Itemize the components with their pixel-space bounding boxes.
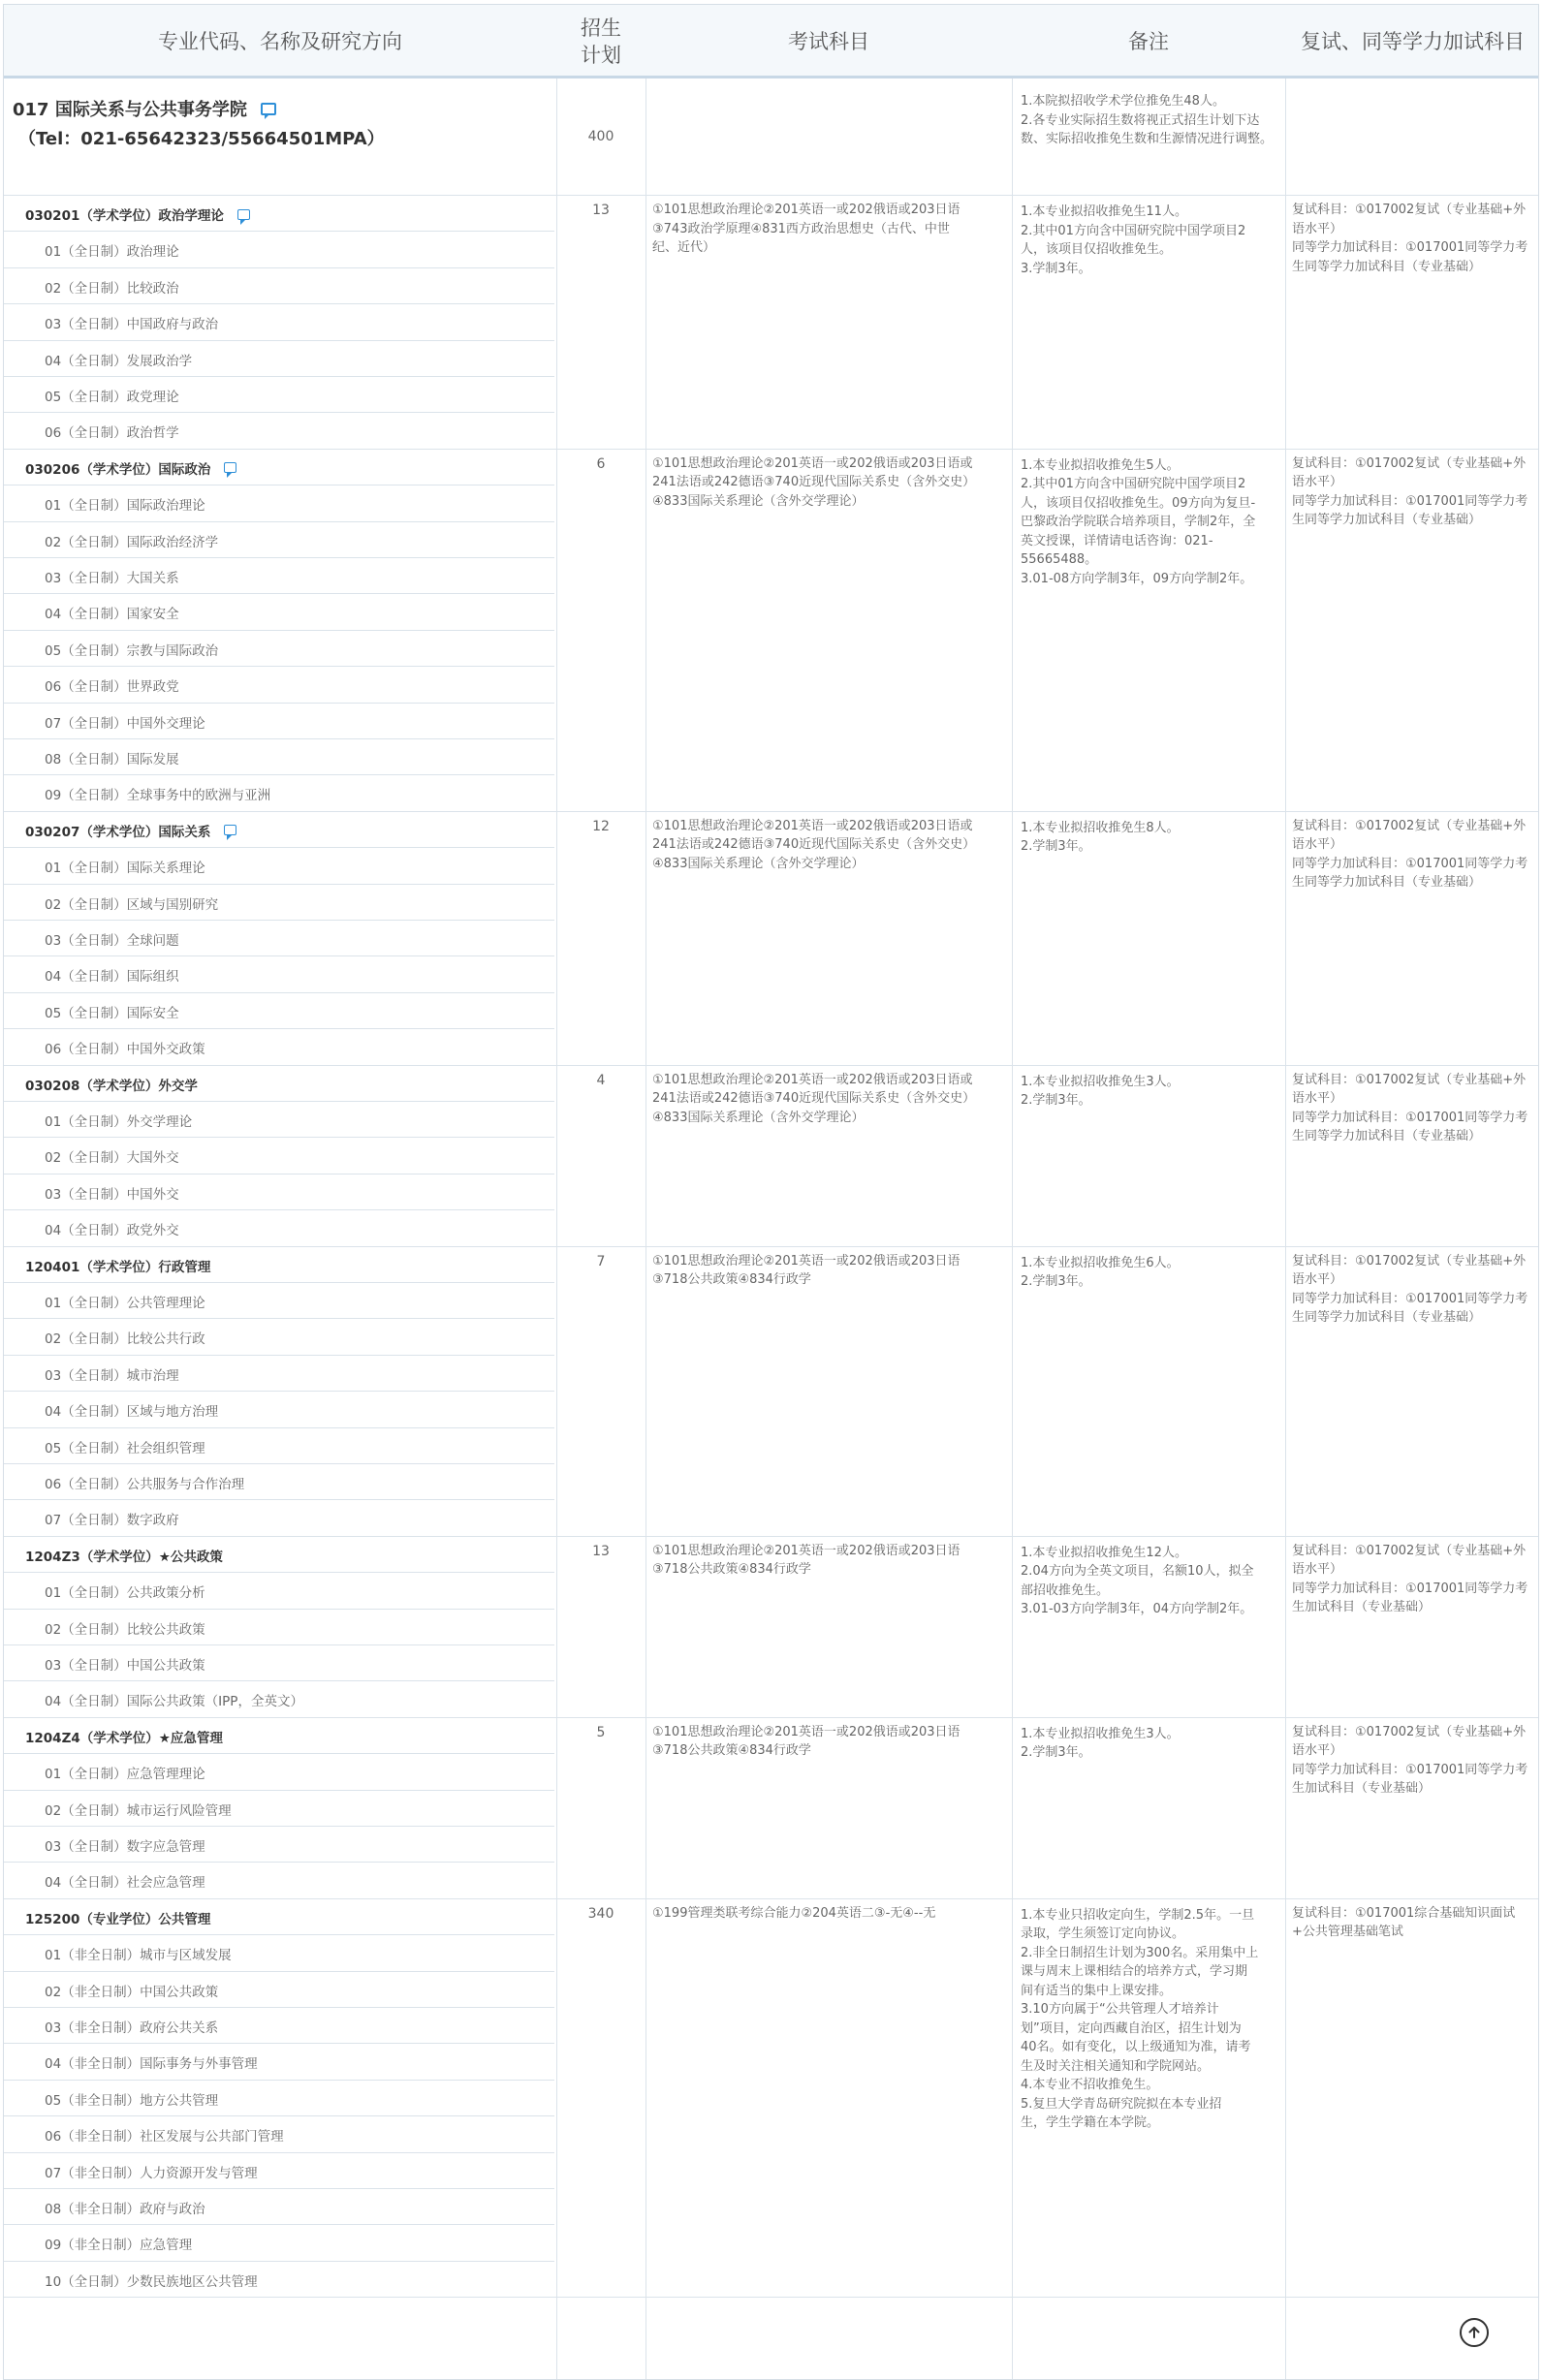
row-divider bbox=[4, 1609, 554, 1610]
direction-item: 07（全日制）数字政府 bbox=[45, 1513, 179, 1529]
row-divider bbox=[4, 1065, 1539, 1066]
plan-count: 6 bbox=[596, 455, 606, 472]
row-divider bbox=[4, 1391, 554, 1392]
exam-subjects: ①101思想政治理论②201英语一或202俄语或203日语 ③718公共政策④834行政学 bbox=[652, 1543, 960, 1578]
row-divider bbox=[4, 1463, 554, 1464]
direction-item: 02（全日制）区域与国别研究 bbox=[45, 896, 219, 913]
row-divider bbox=[4, 340, 554, 341]
row-divider bbox=[4, 1282, 554, 1283]
retest-subjects: 复试科目：①017001综合基础知识面试 +公共管理基础笔试 bbox=[1292, 1905, 1516, 1940]
remark-text: 1.本专业拟招收推免生6人。 2.学制3年。 bbox=[1021, 1255, 1180, 1290]
direction-item: 05（非全日制）地方公共管理 bbox=[45, 2092, 219, 2109]
row-divider bbox=[4, 920, 554, 921]
row-divider bbox=[4, 1209, 554, 1210]
row-divider bbox=[4, 1826, 554, 1827]
row-divider bbox=[4, 666, 554, 667]
direction-item: 05（全日制）社会组织管理 bbox=[45, 1440, 205, 1456]
row-divider bbox=[4, 1028, 554, 1029]
header-major: 专业代码、名称及研究方向 bbox=[158, 30, 402, 53]
major-title: 030201（学术学位）政治学理论 bbox=[25, 208, 224, 224]
direction-item: 04（非全日制）国际事务与外事管理 bbox=[45, 2056, 258, 2073]
direction-item: 04（全日制）国家安全 bbox=[45, 607, 179, 623]
row-divider bbox=[4, 630, 554, 631]
row-divider bbox=[4, 2115, 554, 2116]
school-plan: 400 bbox=[587, 129, 614, 144]
plan-count: 13 bbox=[592, 203, 610, 218]
arrow-up-circle-icon bbox=[1466, 2325, 1482, 2340]
retest-subjects: 复试科目：①017002复试（专业基础+外 语水平） 同等学力加试科目：①017001同等学力考 生同等学力加试科目（专业基础） bbox=[1292, 1072, 1528, 1144]
row-divider bbox=[4, 1644, 554, 1645]
message-icon[interactable] bbox=[224, 462, 236, 473]
direction-item: 03（全日制）中国政府与政治 bbox=[45, 317, 219, 333]
exam-subjects: ①101思想政治理论②201英语一或202俄语或203日语 ③718公共政策④834行政学 bbox=[652, 1724, 960, 1759]
direction-item: 06（全日制）世界政党 bbox=[45, 679, 179, 696]
row-divider bbox=[4, 449, 1539, 450]
direction-item: 05（全日制）政党理论 bbox=[45, 390, 179, 405]
exam-subjects: ①199管理类联考综合能力②204英语二③-无④--无 bbox=[652, 1905, 936, 1921]
direction-item: 03（非全日制）政府公共关系 bbox=[45, 2020, 219, 2036]
retest-subjects: 复试科目：①017002复试（专业基础+外 语水平） 同等学力加试科目：①017001同等学力考 生同等学力加试科目（专业基础） bbox=[1292, 203, 1528, 274]
row-divider bbox=[4, 992, 554, 993]
direction-item: 06（非全日制）社区发展与公共部门管理 bbox=[45, 2129, 284, 2145]
row-divider bbox=[4, 2261, 554, 2262]
row-divider bbox=[4, 195, 1539, 196]
exam-subjects: ①101思想政治理论②201英语一或202俄语或203日语或 241法语或242德语③740近现代国际关系史（含外交史） ④833国际关系理论（含外交学理论） bbox=[652, 1072, 976, 1125]
exam-subjects: ①101思想政治理论②201英语一或202俄语或203日语 ③718公共政策④834行政学 bbox=[652, 1253, 960, 1288]
remark-text: 1.本专业拟招收推免生8人。 2.学制3年。 bbox=[1021, 820, 1180, 855]
row-divider bbox=[4, 521, 554, 522]
major-title: 125200（专业学位）公共管理 bbox=[25, 1911, 211, 1927]
message-icon[interactable] bbox=[237, 209, 250, 220]
direction-item: 02（全日制）比较公共政策 bbox=[45, 1621, 205, 1638]
plan-count: 4 bbox=[596, 1072, 606, 1088]
header-remark: 备注 bbox=[1128, 30, 1169, 53]
direction-item: 07（非全日制）人力资源开发与管理 bbox=[45, 2165, 258, 2181]
direction-item: 02（全日制）城市运行风险管理 bbox=[45, 1802, 232, 1819]
retest-subjects: 复试科目：①017002复试（专业基础+外 语水平） 同等学力加试科目：①017001同等学力考 生同等学力加试科目（专业基础） bbox=[1292, 1253, 1528, 1326]
row-divider bbox=[4, 2080, 554, 2081]
row-divider bbox=[4, 2152, 554, 2153]
row-divider bbox=[4, 303, 554, 304]
row-divider bbox=[4, 738, 554, 739]
row-divider bbox=[4, 412, 554, 413]
header-retest: 复试、同等学力加试科目 bbox=[1301, 30, 1525, 53]
direction-item: 02（非全日制）中国公共政策 bbox=[45, 1984, 219, 2000]
row-divider bbox=[4, 1934, 554, 1935]
direction-item: 01（全日制）国际关系理论 bbox=[45, 861, 205, 877]
major-title: 1204Z3（学术学位）★公共政策 bbox=[25, 1549, 223, 1565]
row-divider bbox=[4, 2224, 554, 2225]
row-divider bbox=[4, 2043, 554, 2044]
exam-subjects: ①101思想政治理论②201英语一或202俄语或203日语或 241法语或242德语③740近现代国际关系史（含外交史） ④833国际关系理论（含外交学理论） bbox=[652, 455, 976, 509]
row-divider bbox=[4, 1499, 554, 1500]
remark-text: 1.本专业拟招收推免生12人。 2.04方向为全英文项目，名额10人，拟全 部招收推免生。 3.01-03方向学制3年，04方向学制2年。 bbox=[1021, 1545, 1254, 1617]
major-title: 1204Z4（学术学位）★应急管理 bbox=[25, 1730, 223, 1746]
row-divider bbox=[4, 1137, 554, 1138]
row-divider bbox=[4, 1971, 554, 1972]
direction-item: 01（全日制）公共管理理论 bbox=[45, 1296, 205, 1311]
exam-subjects: ①101思想政治理论②201英语一或202俄语或203日语或 241法语或242德语③740近现代国际关系史（含外交史） ④833国际关系理论（含外交学理论） bbox=[652, 818, 976, 871]
direction-item: 03（全日制）全球问题 bbox=[45, 933, 179, 949]
plan-count: 13 bbox=[592, 1543, 610, 1559]
plan-count: 12 bbox=[592, 818, 610, 834]
direction-item: 04（全日制）区域与地方治理 bbox=[45, 1404, 219, 1421]
direction-item: 03（全日制）数字应急管理 bbox=[45, 1839, 205, 1855]
remark-text: 1.本专业拟招收推免生3人。 2.学制3年。 bbox=[1021, 1074, 1180, 1109]
school-remark: 1.本院拟招收学术学位推免生48人。 2.各专业实际招生数将视正式招生计划下达数、实际招收推免生数和生源情况进行调整。 bbox=[1021, 94, 1274, 146]
row-divider bbox=[4, 593, 554, 594]
direction-item: 05（全日制）国际安全 bbox=[45, 1005, 179, 1021]
column-divider bbox=[1012, 78, 1013, 2379]
direction-item: 01（全日制）应急管理理论 bbox=[45, 1767, 205, 1783]
direction-item: 01（全日制）政治理论 bbox=[45, 244, 179, 261]
row-divider bbox=[4, 557, 554, 558]
row-divider bbox=[4, 376, 554, 377]
school-tel: （Tel：021-65642323/55664501MPA） bbox=[18, 129, 385, 149]
direction-item: 02（全日制）大国外交 bbox=[45, 1150, 179, 1167]
direction-item: 04（全日制）国际公共政策（IPP，全英文） bbox=[45, 1694, 303, 1710]
direction-item: 01（全日制）外交学理论 bbox=[45, 1114, 193, 1130]
column-divider bbox=[556, 78, 557, 2379]
direction-item: 03（全日制）中国公共政策 bbox=[45, 1658, 205, 1674]
row-divider bbox=[4, 703, 554, 704]
row-divider bbox=[4, 2188, 554, 2189]
direction-item: 07（全日制）中国外交理论 bbox=[45, 715, 205, 732]
retest-subjects: 复试科目：①017002复试（专业基础+外 语水平） 同等学力加试科目：①017001同等学力考 生同等学力加试科目（专业基础） bbox=[1292, 818, 1528, 891]
row-divider bbox=[4, 811, 1539, 812]
row-divider bbox=[4, 1790, 554, 1791]
header-plan: 招生 计划 bbox=[581, 16, 621, 67]
row-divider bbox=[4, 1101, 554, 1102]
major-title: 030206（学术学位）国际政治 bbox=[25, 461, 211, 478]
column-divider bbox=[1285, 78, 1286, 2379]
direction-item: 09（非全日制）应急管理 bbox=[45, 2238, 193, 2254]
row-divider bbox=[4, 2007, 554, 2008]
row-divider bbox=[4, 1753, 554, 1754]
direction-item: 03（全日制）中国外交 bbox=[45, 1186, 179, 1203]
direction-item: 05（全日制）宗教与国际政治 bbox=[45, 642, 219, 659]
remark-text: 1.本专业拟招收推免生11人。 2.其中01方向含中国研究院中国学项目2 人，该项目仅招收推免生。 3.学制3年。 bbox=[1021, 204, 1246, 276]
direction-item: 08（全日制）国际发展 bbox=[45, 752, 179, 767]
direction-item: 09（全日制）全球事务中的欧洲与亚洲 bbox=[45, 788, 271, 804]
direction-item: 01（全日制）公共政策分析 bbox=[45, 1585, 205, 1602]
row-divider bbox=[4, 1680, 554, 1681]
back-to-top-button[interactable] bbox=[1460, 2318, 1489, 2347]
message-icon[interactable] bbox=[261, 103, 276, 115]
school-name: 017 国际关系与公共事务学院 bbox=[13, 100, 247, 120]
retest-subjects: 复试科目：①017002复试（专业基础+外 语水平） 同等学力加试科目：①017001同等学力考 生加试科目（专业基础） bbox=[1292, 1724, 1528, 1797]
message-icon[interactable] bbox=[224, 825, 236, 835]
row-divider bbox=[4, 955, 554, 956]
row-divider bbox=[4, 884, 554, 885]
row-divider bbox=[4, 1572, 554, 1573]
row-divider bbox=[4, 1355, 554, 1356]
row-divider bbox=[4, 1536, 1539, 1537]
direction-item: 10（全日制）少数民族地区公共管理 bbox=[45, 2273, 258, 2290]
row-divider bbox=[4, 1898, 1539, 1899]
row-divider bbox=[4, 1717, 1539, 1718]
direction-item: 01（全日制）国际政治理论 bbox=[45, 498, 205, 515]
exam-subjects: ①101思想政治理论②201英语一或202俄语或203日语 ③743政治学原理④831西方政治思想史（古代、中世 纪、近代） bbox=[652, 203, 960, 255]
direction-item: 06（全日制）公共服务与合作治理 bbox=[45, 1477, 245, 1492]
direction-item: 04（全日制）国际组织 bbox=[45, 969, 179, 986]
header-exam: 考试科目 bbox=[788, 30, 869, 53]
direction-item: 03（全日制）城市治理 bbox=[45, 1367, 179, 1384]
direction-item: 02（全日制）比较政治 bbox=[45, 280, 179, 297]
plan-count: 5 bbox=[596, 1724, 606, 1740]
row-divider bbox=[4, 2297, 1539, 2298]
plan-count: 340 bbox=[587, 1905, 614, 1922]
direction-item: 06（全日制）中国外交政策 bbox=[45, 1042, 205, 1058]
direction-item: 01（非全日制）城市与区域发展 bbox=[45, 1948, 232, 1964]
plan-count: 7 bbox=[596, 1253, 606, 1269]
direction-item: 02（全日制）国际政治经济学 bbox=[45, 534, 219, 550]
direction-item: 06（全日制）政治哲学 bbox=[45, 425, 179, 442]
admission-table bbox=[3, 4, 1539, 2380]
direction-item: 04（全日制）政党外交 bbox=[45, 1223, 179, 1239]
row-divider bbox=[4, 1427, 554, 1428]
direction-item: 02（全日制）比较公共行政 bbox=[45, 1331, 205, 1348]
remark-text: 1.本专业拟招收推免生3人。 2.学制3年。 bbox=[1021, 1726, 1180, 1761]
row-divider bbox=[4, 1862, 554, 1863]
row-divider bbox=[4, 1318, 554, 1319]
direction-item: 04（全日制）发展政治学 bbox=[45, 353, 193, 369]
retest-subjects: 复试科目：①017002复试（专业基础+外 语水平） 同等学力加试科目：①017001同等学力考 生同等学力加试科目（专业基础） bbox=[1292, 455, 1528, 528]
table-header bbox=[4, 5, 1539, 78]
retest-subjects: 复试科目：①017002复试（专业基础+外 语水平） 同等学力加试科目：①017001同等学力考 生加试科目（专业基础） bbox=[1292, 1543, 1528, 1615]
row-divider bbox=[4, 267, 554, 268]
row-divider bbox=[4, 774, 554, 775]
major-title: 120401（学术学位）行政管理 bbox=[25, 1259, 211, 1275]
row-divider bbox=[4, 847, 554, 848]
remark-text: 1.本专业只招收定向生，学制2.5年。一旦 录取，学生须签订定向协议。 2.非全日制招生计划为300名。采用集中上 课与周末上课相结合的培养方式，学习期 间有适当的集中上课安排。 3.10方向属于“公共管理人才培养计 划”项目，定向西藏自治区，招生计划为 40名。如有变化，以上级通知为准，请考 生及时关注相关通知和学院网站。 4.本专业不招收推免生。 5.复旦大学青岛研究院拟在本专业招 生，学生学籍在本学院。 bbox=[1021, 1907, 1259, 2131]
major-title: 030208（学术学位）外交学 bbox=[25, 1078, 198, 1094]
direction-item: 08（非全日制）政府与政治 bbox=[45, 2202, 205, 2217]
major-title: 030207（学术学位）国际关系 bbox=[25, 824, 211, 840]
remark-text: 1.本专业拟招收推免生5人。 2.其中01方向含中国研究院中国学项目2 人，该项目仅招收推免生。09方向为复旦- 巴黎政治学院联合培养项目，学制2年，全 英文授课，详情请电话咨询：021- 55665488。 3.01-08方向学制3年，09方向学制2年。 bbox=[1021, 457, 1256, 586]
direction-item: 03（全日制）大国关系 bbox=[45, 571, 179, 586]
direction-item: 04（全日制）社会应急管理 bbox=[45, 1875, 205, 1892]
row-divider bbox=[4, 231, 554, 232]
row-divider bbox=[4, 1246, 1539, 1247]
